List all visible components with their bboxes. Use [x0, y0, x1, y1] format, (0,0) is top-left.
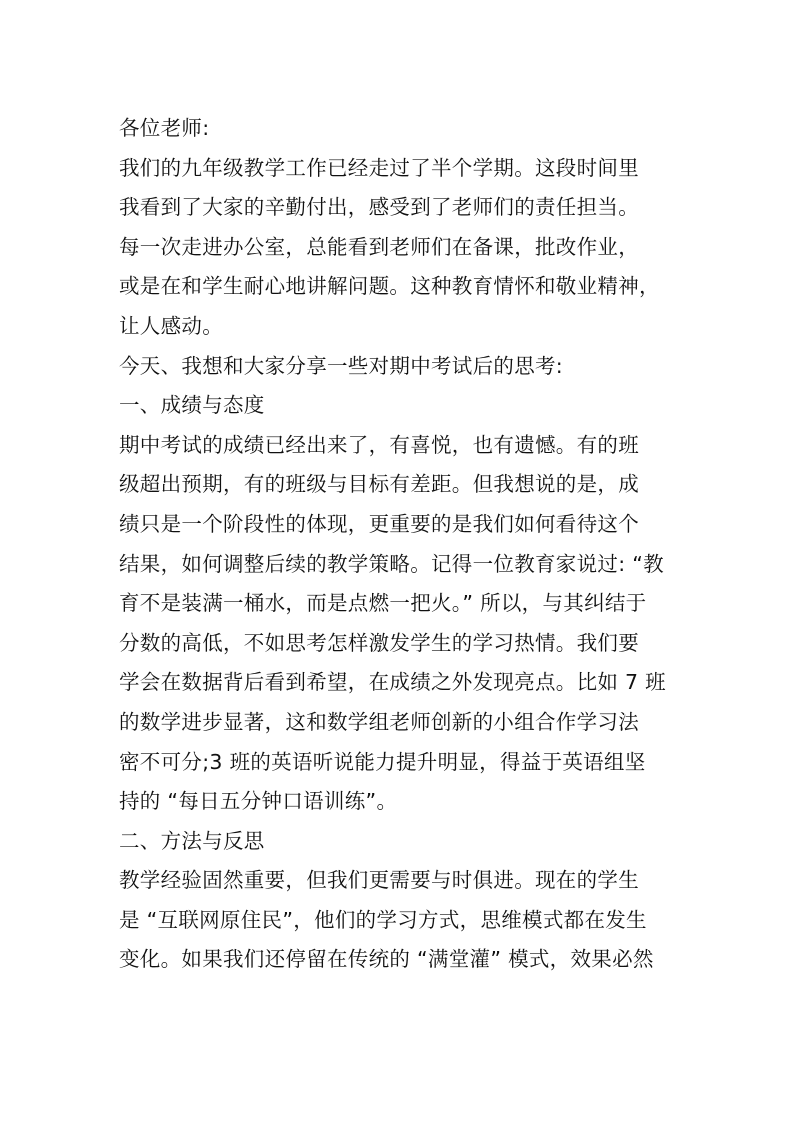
body-line: 我看到了大家的辛勤付出，感受到了老师们的责任担当。 [119, 195, 639, 220]
body-line: 教学经验固然重要，但我们更需要与时俱进。现在的学生 [119, 868, 639, 893]
body-line: 我们的九年级教学工作已经走过了半个学期。这段时间里 [119, 155, 639, 180]
body-line: 育不是装满一桶水，而是点燃一把火。” 所以，与其纠结于 [119, 591, 647, 616]
body-line: 每一次走进办公室，总能看到老师们在备课，批改作业， [119, 234, 639, 259]
body-line: 级超出预期，有的班级与目标有差距。但我想说的是，成 [119, 472, 639, 497]
body-line: 让人感动。 [119, 313, 223, 338]
body-line: 是 “互联网原住民”，他们的学习方式，思维模式都在发生 [119, 907, 647, 932]
body-line: 期中考试的成绩已经出来了，有喜悦，也有遗憾。有的班 [119, 432, 639, 457]
body-line: 变化。如果我们还停留在传统的 “满堂灌” 模式，效果必然 [119, 947, 654, 972]
section-heading-2: 二、方法与反思 [119, 828, 265, 853]
body-line: 的数学进步显著，这和数学组老师创新的小组合作学习法 [119, 709, 639, 734]
salutation: 各位老师: [119, 116, 210, 140]
body-line: 绩只是一个阶段性的体现，更重要的是我们如何看待这个 [119, 511, 639, 536]
body-line: 密不可分;3 班的英语听说能力提升明显，得益于英语组坚 [119, 749, 646, 774]
document-body [119, 109, 699, 980]
section-heading-1: 一、成绩与态度 [119, 393, 265, 418]
body-line: 结果，如何调整后续的教学策略。记得一位教育家说过: “教 [119, 551, 664, 576]
body-line: 学会在数据背后看到希望，在成绩之外发现亮点。比如 7 班 [119, 670, 666, 695]
body-line: 分数的高低，不如思考怎样激发学生的学习热情。我们要 [119, 630, 639, 655]
body-line: 或是在和学生耐心地讲解问题。这种教育情怀和敬业精神， [119, 274, 660, 299]
intro-line: 今天、我想和大家分享一些对期中考试后的思考: [119, 353, 564, 378]
body-line: 持的 “每日五分钟口语训练”。 [119, 789, 398, 814]
